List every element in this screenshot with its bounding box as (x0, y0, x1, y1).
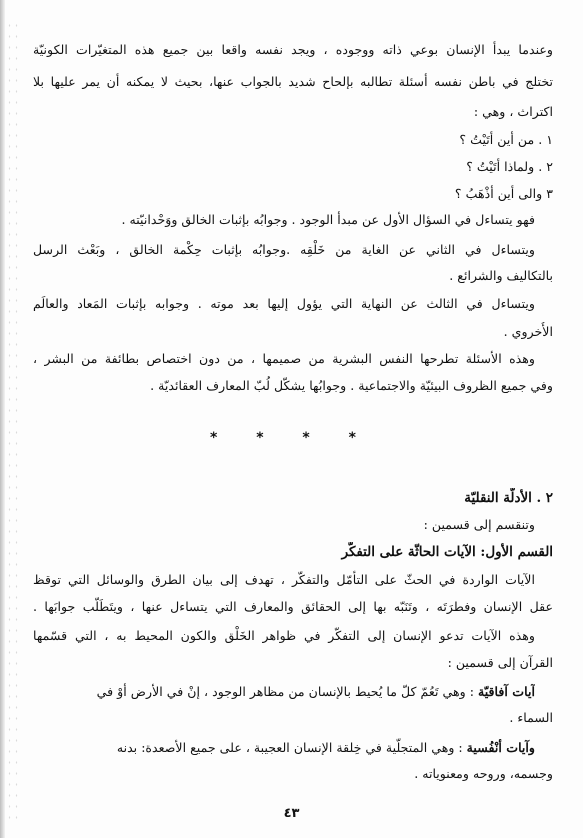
section-paragraph-2-line-2: القرآن إلى قسمين : (447, 655, 553, 670)
paragraph-1-line-3: اكتراث ، وهي : (473, 104, 553, 119)
paragraph-5-line-1: وهذه الأسئلة تطرحها النفس البشرية من صميمها ، من دون اختصاص بطائفة من البشر ، (33, 351, 535, 366)
scan-noise (6, 20, 20, 820)
section-heading: ٢ . الأدلّة النقليّة (464, 490, 553, 506)
anfusi-text: : وهي المتجلّية في خِلقة الإنسان العجيبة ، على جميع الأصعدة: بدنه (116, 740, 467, 755)
paragraph-4-line-2: الأُخروي . (503, 324, 553, 339)
section-paragraph-2-line-1: وهذه الآيات تدعو الإنسان إلى التفكّر في ظواهر الخَلْق والكون المحيط به ، التي قسّمها (33, 628, 535, 643)
question-3: ٣ والى أين أذْهَبُ ؟ (454, 186, 553, 201)
anfusi-line-2: وجسمه، وروحه ومعنوياته . (414, 766, 553, 781)
paragraph-1-line-1: وعندما يبدأ الإنسان بوعي ذاته ووجوده ، ويجد نفسه واقعا بين جميع هذه المتغيّرات الكونيّة (33, 42, 553, 57)
afaqi-text: : وهي تَعُمّ كلّ ما يُحيط بالإنسان من مظاهر الوجود ، إنْ في الأرض أوْ في (96, 684, 478, 699)
section-paragraph-1-line-1: الآيات الواردة في الحثّ على التأمّل والتفكّر ، تهدف إلى بيان الطرق والوسائل التي توقظ (33, 572, 535, 587)
afaqi-term: آيات آفاقيّة (477, 684, 535, 699)
question-2: ٢ . ولماذا أتَيْتُ ؟ (466, 159, 553, 174)
section-separator: * * * * (210, 430, 373, 446)
page-number: ٤٣ (283, 806, 300, 821)
paragraph-4-line-1: ويتساءل في الثالث عن النهاية التي يؤول إليها بعد موته . وجوابه بإثبات المَعاد والعالَم (33, 296, 535, 311)
paragraph-1-line-2: تختلج في باطن نفسه أسئلة تطالبه بإلحاح شديد بالجواب عنها، بحيث لا يمكنه أن يمر عليها بلا (33, 74, 553, 89)
scan-edge-shadow (0, 0, 5, 838)
paragraph-3-line-1: ويتساءل في الثاني عن الغاية من خَلْقِه .وجوابُه بإثبات حِكْمة الخالق ، وبَعْث الرسل (33, 242, 535, 257)
afaqi-line-2: السماء . (509, 710, 553, 725)
anfusi-term: وآيات أنْفُسية (466, 740, 535, 755)
section-paragraph-1-line-2: عقل الإنسان وفطرَتَه ، وتَنَبّه بها إلى الحقائق والمعارف التي يتساءل عنها ، ويتَطَلّب جوابَها . (33, 599, 553, 614)
paragraph-3-line-2: بالتكاليف والشرائع . (449, 268, 553, 283)
anfusi-line-1 (33, 738, 535, 758)
question-1: ١ . من أين أتَيْتُ ؟ (459, 132, 553, 147)
paragraph-2-line-1: فهو يتساءل في السؤال الأول عن مبدأ الوجود . وجوابُه بإثبات الخالق ووَحْدانيّته . (121, 212, 535, 227)
paragraph-5-line-2: وفي جميع الظروف البيئيّة والاجتماعية . وجوابُها يشكّل لُبّ المعارف العقائديّة . (150, 378, 553, 393)
section-intro: وتنقسم إلى قسمين : (423, 517, 535, 532)
part-1-heading: القسم الأول: الآيات الحاثّة على التفكّر (341, 544, 553, 560)
afaqi-line-1 (33, 682, 535, 702)
